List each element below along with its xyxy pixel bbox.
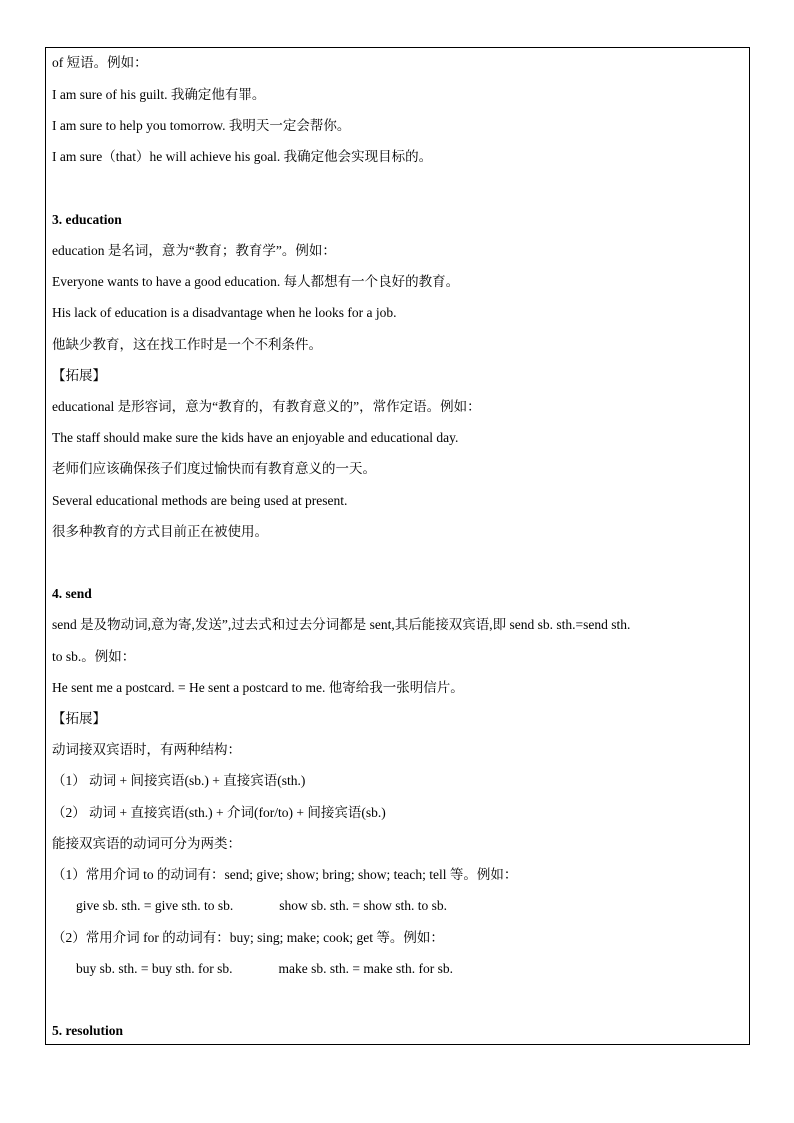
text-line: of 短语。例如： [52,55,148,70]
example-pair [76,960,453,978]
example-sentence: Everyone wants to have a good education. 每人都想有一个良好的教育。 [52,274,460,289]
text-line: send 是及物动词,意为寄,发送”,过去式和过去分词都是 sent,其后能接双宾语,即 send sb. sth.=send sth. [52,617,631,632]
example-phrase: show sb. sth. = show sth. to sb. [279,898,448,913]
example-phrase: make sb. sth. = make sth. for sb. [278,961,453,976]
section-heading-resolution: 5. resolution [52,1023,124,1038]
example-sentence: I am sure of his guilt. 我确定他有罪。 [52,87,266,102]
structure-line: （1） 动词 + 间接宾语(sb.) + 直接宾语(sth.) [52,773,306,788]
translation-line: 老师们应该确保孩子们度过愉快而有教育意义的一天。 [52,461,376,476]
extension-label: 【拓展】 [52,711,106,726]
translation-line: 很多种教育的方式目前正在被使用。 [52,524,268,539]
extension-label: 【拓展】 [52,368,106,383]
content-table-cell [45,47,750,1045]
text-line: （2）常用介词 for 的动词有：buy; sing; make; cook; get 等。例如： [52,930,444,945]
section-heading-education: 3. education [52,212,122,227]
text-line: （1）常用介词 to 的动词有：send; give; show; bring; show; teach; tell 等。例如： [52,867,518,882]
example-sentence: Several educational methods are being used at present. [52,493,348,508]
text-line: 能接双宾语的动词可分为两类： [52,836,241,851]
text-line: education 是名词，意为“教育；教育学”。例如： [52,243,336,258]
structure-line: （2） 动词 + 直接宾语(sth.) + 介词(for/to) + 间接宾语(sb.) [52,805,386,820]
example-sentence: I am sure（that）he will achieve his goal. 我确定他会实现目标的。 [52,149,433,164]
section-heading-send: 4. send [52,586,92,601]
example-sentence: His lack of education is a disadvantage when he looks for a job. [52,305,397,320]
translation-line: 他缺少教育，这在找工作时是一个不利条件。 [52,337,322,352]
example-pair [76,897,447,915]
text-line: to sb.。例如： [52,649,136,664]
example-sentence: The staff should make sure the kids have an enjoyable and educational day. [52,430,459,445]
example-phrase: give sb. sth. = give sth. to sb. [76,898,234,913]
text-line: 动词接双宾语时，有两种结构： [52,742,241,757]
example-sentence: He sent me a postcard. = He sent a postcard to me. 他寄给我一张明信片。 [52,680,464,695]
example-phrase: buy sb. sth. = buy sth. for sb. [76,961,233,976]
example-sentence: I am sure to help you tomorrow. 我明天一定会帮你。 [52,118,351,133]
text-line: educational 是形容词，意为“教育的，有教育意义的”，常作定语。例如： [52,399,481,414]
